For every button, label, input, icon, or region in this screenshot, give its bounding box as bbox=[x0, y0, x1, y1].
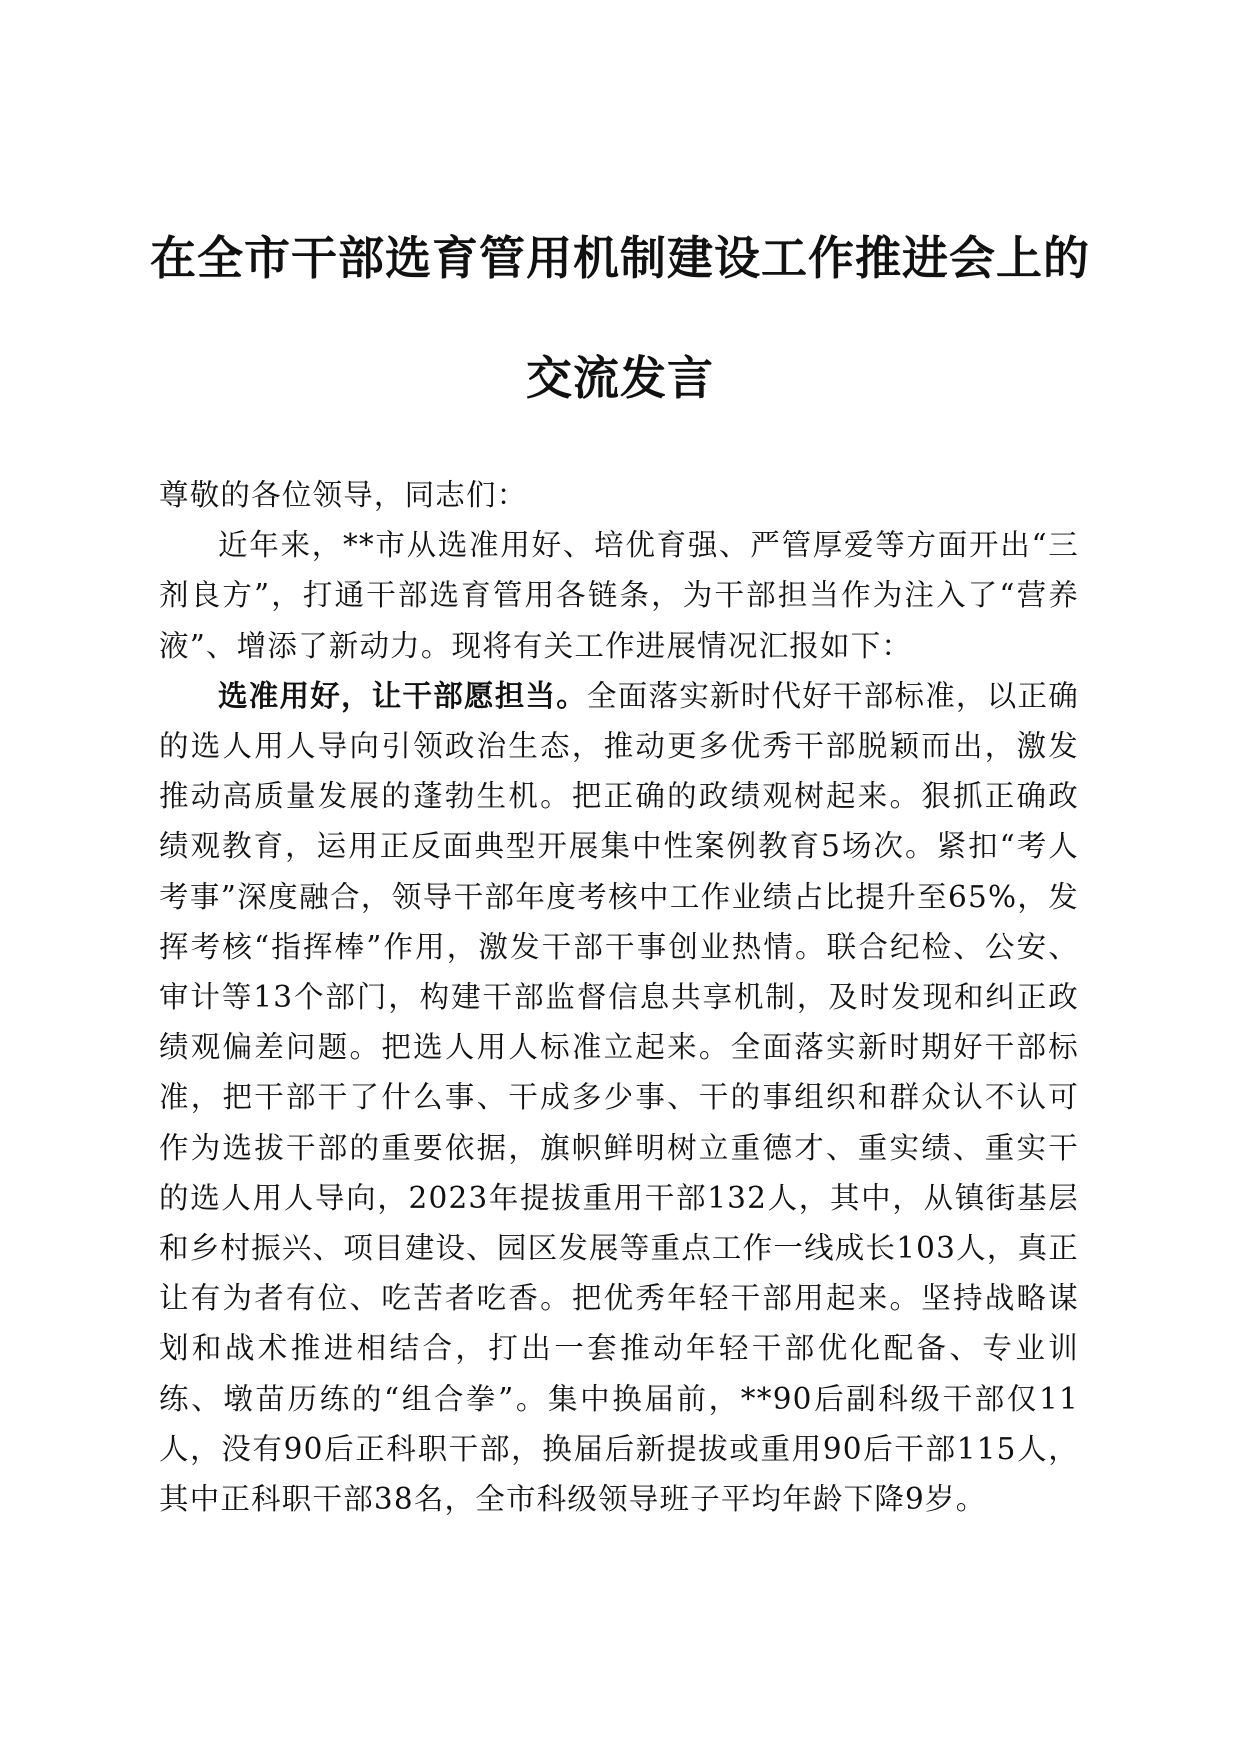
paragraph-body-text: 全面落实新时代好干部标准，以正确的选人用人导向引领政治生态，推动更多优秀干部脱颖而出，激发推动高质量发展的蓬勃生机。把正确的政绩观树起来。狠抓正确政绩观教育，运用正反面典型开展集中性案例教育5场次。紧扣“考人考事”深度融合，领导干部年度考核中工作业绩占比提升至65%，发挥考核“指挥棒”作用，激发干部干事创业热情。联合纪检、公安、审计等13个部门，构建干部监督信息共享机制，及时发现和纠正政绩观偏差问题。把选人用人标准立起来。全面落实新时期好干部标准，把干部干了什么事、干成多少事、干的事组织和群众认不认可作为选拔干部的重要依据，旗帜鲜明树立重德才、重实绩、重实干的选人用人导向，2023年提拔重用干部132人，其中，从镇街基层和乡村振兴、项目建设、园区发展等重点工作一线成长103人，真正让有为者有位、吃苦者吃香。把优秀年轻干部用起来。坚持战略谋划和战术推进相结合，打出一套推动年轻干部优化配备、专业训练、墩苗历练的“组合拳”。集中换届前，**90后副科级干部仅11人，没有90后正科职干部，换届后新提拔或重用90后干部115人，其中正科职干部38名，全市科级领导班子平均年龄下降9岁。 bbox=[159, 678, 1080, 1517]
document-body bbox=[159, 470, 1079, 1524]
salutation: 尊敬的各位领导，同志们： bbox=[159, 478, 528, 512]
paragraph-lead-heading: 选准用好，让干部愿担当。 bbox=[218, 678, 588, 713]
paragraph-intro: 近年来，**市从选准用好、培优育强、严管厚爱等方面开出“三剂良方”，打通干部选育管用各链条，为干部担当作为注入了“营养液”、增添了新动力。现将有关工作进展情况汇报如下： bbox=[159, 528, 1079, 663]
document-title-line-2: 交流发言 bbox=[526, 351, 714, 405]
document-title-line-1: 在全市干部选育管用机制建设工作推进会上的 bbox=[150, 231, 1090, 285]
paragraph-select-and-use bbox=[159, 671, 1079, 1524]
